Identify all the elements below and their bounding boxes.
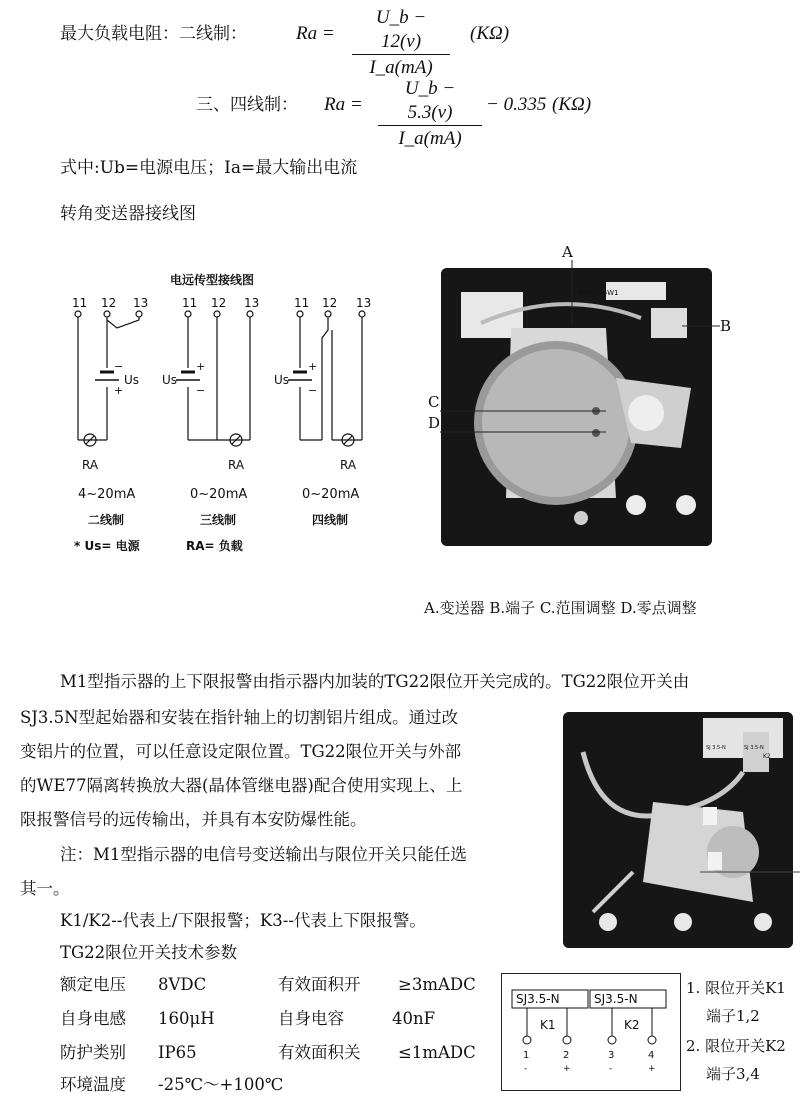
switch-plate-right: SJ 3.5-N [744, 745, 764, 751]
formula-1-denominator: I_a(mA) [369, 57, 433, 78]
param-value: 8VDC [158, 975, 207, 994]
d3-ra-label: RA [340, 458, 357, 472]
note-ra: RA= 负载 [186, 539, 243, 553]
formula-2-numerator: U_b − 5.3(v) [378, 77, 482, 126]
d3-us-label: Us [274, 373, 290, 387]
param-value: IP65 [158, 1043, 197, 1062]
param-value2: ≥3mADC [398, 975, 476, 994]
svg-text:+: + [196, 360, 206, 373]
param-value: 160μH [158, 1009, 215, 1028]
params-title: TG22限位开关技术参数 [60, 943, 238, 962]
pin-4: 4 [648, 1050, 655, 1061]
d3-current: 0~20mA [302, 487, 360, 502]
wiring-diagrams [60, 290, 390, 480]
pin-3: 3 [608, 1050, 615, 1061]
svg-text:−: − [308, 384, 318, 397]
svg-text:+: + [308, 360, 318, 373]
formula-2-tail: − 0.335 [486, 94, 547, 115]
pin-3-sign: - [609, 1064, 613, 1074]
param-label: 环境温度 [60, 1075, 126, 1094]
param-label2: 有效面积开 [278, 975, 361, 994]
note-line2: 其一。 [20, 879, 70, 898]
note-us: * Us= 电源 [74, 539, 140, 553]
section-title: 转角变送器接线图 [60, 204, 196, 224]
d1-terminal-11: 11 [72, 296, 88, 310]
k2-label: K2 [624, 1018, 640, 1032]
switch-plate-left: SJ 3.5-N [706, 745, 726, 751]
label-a: A [562, 243, 573, 261]
para1-line1: M1型指示器的上下限报警由指示器内加装的TG22限位开关完成的。TG22限位开关由 [60, 672, 690, 691]
d2-us-label: Us [162, 373, 178, 387]
para1-line3: 变铝片的位置，可以任意设定限位置。TG22限位开关与外部 [20, 742, 462, 761]
d1-current: 4~20mA [78, 487, 136, 502]
param-label: 自身电感 [60, 1009, 126, 1028]
d1-terminal-13: 13 [133, 296, 149, 310]
para1-line5: 限报警信号的远传输出，并具有本安防爆性能。 [20, 810, 367, 829]
d3-name: 四线制 [312, 513, 349, 527]
d1-name: 二线制 [88, 513, 125, 527]
formula-1-fraction [352, 6, 450, 81]
d3-terminal-13: 13 [356, 296, 372, 310]
param-value2: 40nF [392, 1009, 436, 1028]
formula-legend: 式中:Ub=电源电压；Ia=最大输出电流 [60, 158, 358, 178]
k1-model: SJ3.5-N [516, 992, 560, 1006]
d2-current: 0~20mA [190, 487, 248, 502]
svg-text:−: − [114, 360, 124, 373]
pin-2-sign: + [563, 1064, 571, 1074]
d2-name: 三线制 [200, 513, 237, 527]
switch-terminal-diagram [501, 973, 681, 1091]
param-label2: 有效面积关 [278, 1043, 361, 1062]
switch-note-1-line1: 1. 限位开关K1 [686, 979, 786, 997]
formula-1-unit: (KΩ) [470, 23, 510, 44]
wiring-title: 电远传型接线图 [170, 273, 255, 287]
param-label2: 自身电容 [278, 1009, 344, 1028]
formula-2-lhs: Ra = [324, 94, 363, 115]
d1-ra-label: RA [82, 458, 99, 472]
svg-text:+: + [114, 384, 124, 397]
switch-note-2-line2: 端子3,4 [706, 1065, 760, 1083]
d2-terminal-11: 11 [182, 296, 198, 310]
formula-2-denominator: I_a(mA) [398, 128, 462, 149]
d1-us-label: Us [124, 373, 140, 387]
d2-ra-label: RA [228, 458, 245, 472]
switch-note-2-line1: 2. 限位开关K2 [686, 1037, 786, 1055]
photo-caption: A.变送器 B.端子 C.范围调整 D.零点调整 [424, 599, 697, 617]
transmitter-leaders [424, 246, 744, 446]
param-value: -25℃～+100℃ [158, 1075, 284, 1094]
formula-1-numerator: U_b − 12(v) [352, 6, 450, 55]
d3-wire-12 [322, 316, 328, 440]
formula-2-label: 三、四线制： [196, 95, 298, 115]
k-line: K1/K2--代表上/下限报警；K3--代表上下限报警。 [60, 911, 426, 930]
d3-terminal-12: 12 [322, 296, 338, 310]
k2-model: SJ3.5-N [594, 992, 638, 1006]
param-label: 额定电压 [60, 975, 126, 994]
para1-line4: 的WE77隔离转换放大器(晶体管继电器)配合使用实现上、上 [20, 776, 463, 795]
d2-terminal-12: 12 [211, 296, 227, 310]
formula-1-label: 最大负载电阻：二线制： [60, 24, 247, 44]
formula-1-lhs: Ra = [296, 23, 335, 44]
d3-terminal-11: 11 [294, 296, 310, 310]
label-d: D [428, 414, 441, 432]
switch-note-1-line2: 端子1,2 [706, 1007, 760, 1025]
d2-terminal-13: 13 [244, 296, 260, 310]
limit-switch-photo [563, 712, 793, 948]
d1-bridge [107, 316, 139, 328]
formula-2-unit: (KΩ) [552, 94, 592, 115]
svg-text:−: − [196, 384, 206, 397]
pin-1: 1 [523, 1050, 530, 1061]
param-label: 防护类别 [60, 1043, 126, 1062]
kinax-plate: KINAX 5W1 [579, 289, 619, 297]
k1-label: K1 [540, 1018, 556, 1032]
switch-plate-k: K2 [763, 753, 771, 760]
pin-4-sign: + [648, 1064, 656, 1074]
label-b: B [720, 317, 732, 335]
label-c: C [428, 393, 440, 411]
para1-line2: SJ3.5N型起始器和安装在指针轴上的切割铝片组成。通过改 [20, 708, 459, 727]
pin-2: 2 [563, 1050, 570, 1061]
note-line1: 注：M1型指示器的电信号变送输出与限位开关只能任选 [60, 845, 467, 864]
photo2-leader [700, 868, 800, 876]
formula-2-fraction [378, 77, 482, 152]
pin-1-sign: - [524, 1064, 528, 1074]
param-value2: ≤1mADC [398, 1043, 476, 1062]
d1-terminal-12: 12 [101, 296, 117, 310]
